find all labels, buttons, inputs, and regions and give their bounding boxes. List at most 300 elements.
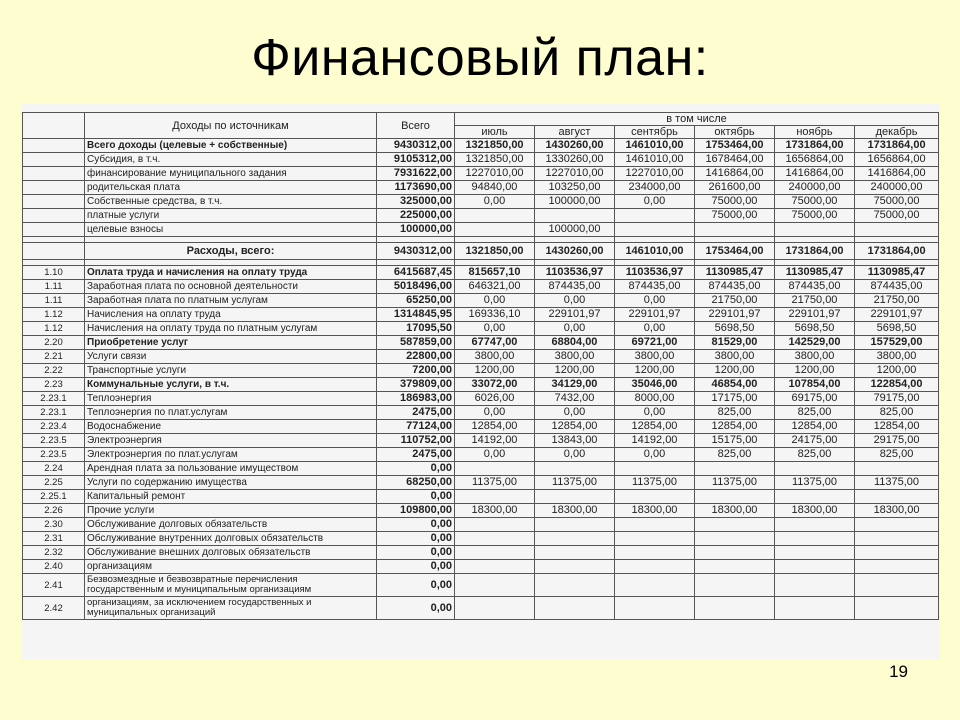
row-code: 2.22 <box>23 364 85 378</box>
row-label: Субсидия, в т.ч. <box>85 153 377 167</box>
month-value: 0,00 <box>455 448 535 462</box>
row-code: 2.41 <box>23 574 85 597</box>
row-total: 7931622,00 <box>377 167 455 181</box>
row-total: 68250,00 <box>377 476 455 490</box>
month-value <box>455 462 535 476</box>
month-value: 46854,00 <box>695 378 775 392</box>
month-value: 0,00 <box>615 448 695 462</box>
header-month: июль <box>455 126 535 139</box>
month-value: 3800,00 <box>855 350 939 364</box>
row-code: 2.40 <box>23 560 85 574</box>
row-total: 0,00 <box>377 518 455 532</box>
month-value: 1731864,00 <box>775 243 855 260</box>
month-value: 1321850,00 <box>455 243 535 260</box>
month-value: 0,00 <box>615 322 695 336</box>
month-value <box>535 597 615 620</box>
month-value <box>455 490 535 504</box>
month-value: 11375,00 <box>695 476 775 490</box>
row-label: Транспортные услуги <box>85 364 377 378</box>
month-value <box>615 560 695 574</box>
month-value <box>615 209 695 223</box>
month-value <box>455 518 535 532</box>
month-value <box>855 560 939 574</box>
month-value: 12854,00 <box>615 420 695 434</box>
month-value <box>455 546 535 560</box>
month-value: 825,00 <box>695 448 775 462</box>
income-row <box>23 167 939 181</box>
month-value: 874435,00 <box>855 280 939 294</box>
month-value: 169336,10 <box>455 308 535 322</box>
month-value: 24175,00 <box>775 434 855 448</box>
month-value: 35046,00 <box>615 378 695 392</box>
month-value: 11375,00 <box>775 476 855 490</box>
month-value <box>615 546 695 560</box>
month-value: 1227010,00 <box>455 167 535 181</box>
month-value: 1130985,47 <box>695 266 775 280</box>
month-value: 7432,00 <box>535 392 615 406</box>
month-value <box>535 518 615 532</box>
expense-row <box>23 266 939 280</box>
row-code: 1.11 <box>23 280 85 294</box>
row-code: 2.23.5 <box>23 434 85 448</box>
month-value: 14192,00 <box>615 434 695 448</box>
row-total: 22800,00 <box>377 350 455 364</box>
expense-row <box>23 560 939 574</box>
month-value: 1227010,00 <box>535 167 615 181</box>
row-total: 65250,00 <box>377 294 455 308</box>
table-cell <box>23 209 85 223</box>
row-label: организациям, за исключением государственных и муниципальных организаций <box>85 597 377 620</box>
month-value: 1200,00 <box>855 364 939 378</box>
month-value: 1461010,00 <box>615 243 695 260</box>
row-code: 2.26 <box>23 504 85 518</box>
month-value: 34129,00 <box>535 378 615 392</box>
month-value: 21750,00 <box>695 294 775 308</box>
month-value: 1200,00 <box>535 364 615 378</box>
row-label: организациям <box>85 560 377 574</box>
row-label: Коммунальные услуги, в т.ч. <box>85 378 377 392</box>
row-label: родительская плата <box>85 181 377 195</box>
month-value: 12854,00 <box>775 420 855 434</box>
month-value: 15175,00 <box>695 434 775 448</box>
month-value: 1130985,47 <box>855 266 939 280</box>
month-value: 1656864,00 <box>855 153 939 167</box>
month-value: 11375,00 <box>855 476 939 490</box>
expense-row <box>23 308 939 322</box>
month-value: 1330260,00 <box>535 153 615 167</box>
month-value <box>615 223 695 237</box>
row-label: Услуги связи <box>85 350 377 364</box>
month-value <box>775 597 855 620</box>
month-value: 1430260,00 <box>535 139 615 153</box>
month-value: 229101,97 <box>535 308 615 322</box>
slide-title: Финансовый план: <box>251 29 709 87</box>
row-label: Теплоэнергия по плат.услугам <box>85 406 377 420</box>
month-value: 1227010,00 <box>615 167 695 181</box>
month-value: 68804,00 <box>535 336 615 350</box>
row-label: Электроэнергия по плат.услугам <box>85 448 377 462</box>
month-value <box>775 462 855 476</box>
month-value: 1731864,00 <box>855 139 939 153</box>
month-value: 6026,00 <box>455 392 535 406</box>
month-value: 75000,00 <box>695 195 775 209</box>
month-value: 12854,00 <box>535 420 615 434</box>
expense-row <box>23 350 939 364</box>
month-value: 18300,00 <box>615 504 695 518</box>
month-value: 18300,00 <box>455 504 535 518</box>
income-row <box>23 153 939 167</box>
month-value: 1461010,00 <box>615 153 695 167</box>
row-total: 0,00 <box>377 560 455 574</box>
row-code: 2.42 <box>23 597 85 620</box>
row-label: Услуги по содержанию имущества <box>85 476 377 490</box>
month-value: 75000,00 <box>855 209 939 223</box>
row-total: 77124,00 <box>377 420 455 434</box>
month-value: 3800,00 <box>695 350 775 364</box>
row-total: 225000,00 <box>377 209 455 223</box>
expense-row <box>23 504 939 518</box>
row-total: 0,00 <box>377 597 455 620</box>
row-total: 1173690,00 <box>377 181 455 195</box>
table-cell <box>23 223 85 237</box>
month-value: 825,00 <box>855 448 939 462</box>
row-total: 109800,00 <box>377 504 455 518</box>
month-value: 94840,00 <box>455 181 535 195</box>
month-value: 3800,00 <box>775 350 855 364</box>
expense-row <box>23 434 939 448</box>
month-value: 11375,00 <box>535 476 615 490</box>
month-value: 18300,00 <box>535 504 615 518</box>
table-header-row <box>23 113 939 126</box>
month-value: 67747,00 <box>455 336 535 350</box>
month-value: 646321,00 <box>455 280 535 294</box>
month-value <box>695 546 775 560</box>
expenses-total-value: 9430312,00 <box>377 243 455 260</box>
month-value: 1731864,00 <box>855 243 939 260</box>
row-total: 2475,00 <box>377 406 455 420</box>
expenses-section <box>23 266 939 620</box>
row-code: 2.21 <box>23 350 85 364</box>
row-label: финансирование муниципального задания <box>85 167 377 181</box>
month-value: 21750,00 <box>775 294 855 308</box>
row-code: 2.32 <box>23 546 85 560</box>
month-value <box>535 574 615 597</box>
month-value: 122854,00 <box>855 378 939 392</box>
month-value <box>855 597 939 620</box>
month-value <box>855 490 939 504</box>
month-value: 261600,00 <box>695 181 775 195</box>
month-value: 0,00 <box>455 322 535 336</box>
header-group-label: в том числе <box>455 113 939 126</box>
month-value: 13843,00 <box>535 434 615 448</box>
month-value: 0,00 <box>535 448 615 462</box>
expenses-total-label: Расходы, всего: <box>85 243 377 260</box>
row-total: 186983,00 <box>377 392 455 406</box>
row-label: Приобретение услуг <box>85 336 377 350</box>
month-value: 229101,97 <box>855 308 939 322</box>
row-total: 110752,00 <box>377 434 455 448</box>
month-value: 1103536,97 <box>615 266 695 280</box>
header-month: сентябрь <box>615 126 695 139</box>
month-value: 5698,50 <box>695 322 775 336</box>
month-value: 1200,00 <box>615 364 695 378</box>
expense-row <box>23 476 939 490</box>
month-value <box>775 518 855 532</box>
month-value: 229101,97 <box>615 308 695 322</box>
header-income-label: Доходы по источникам <box>85 113 377 139</box>
month-value <box>455 209 535 223</box>
month-value: 874435,00 <box>535 280 615 294</box>
month-value: 79175,00 <box>855 392 939 406</box>
income-row <box>23 209 939 223</box>
slide-number: 19 <box>889 662 908 681</box>
expense-row <box>23 294 939 308</box>
month-value <box>855 462 939 476</box>
month-value <box>775 560 855 574</box>
month-value: 1200,00 <box>775 364 855 378</box>
month-value: 11375,00 <box>455 476 535 490</box>
row-total: 2475,00 <box>377 448 455 462</box>
month-value <box>615 597 695 620</box>
expense-row <box>23 336 939 350</box>
table-cell <box>23 195 85 209</box>
month-value: 1321850,00 <box>455 139 535 153</box>
row-total: 17095,50 <box>377 322 455 336</box>
expense-row <box>23 597 939 620</box>
row-total: 0,00 <box>377 462 455 476</box>
row-label: Капитальный ремонт <box>85 490 377 504</box>
month-value: 825,00 <box>775 406 855 420</box>
expense-row <box>23 322 939 336</box>
month-value <box>695 462 775 476</box>
month-value: 18300,00 <box>695 504 775 518</box>
month-value <box>695 518 775 532</box>
income-row <box>23 223 939 237</box>
row-label: Обслуживание долговых обязательств <box>85 518 377 532</box>
month-value: 3800,00 <box>455 350 535 364</box>
month-value: 1103536,97 <box>535 266 615 280</box>
month-value <box>775 532 855 546</box>
month-value: 100000,00 <box>535 223 615 237</box>
row-total: 379809,00 <box>377 378 455 392</box>
month-value: 103250,00 <box>535 181 615 195</box>
row-label: целевые взносы <box>85 223 377 237</box>
row-code: 2.20 <box>23 336 85 350</box>
month-value <box>615 490 695 504</box>
month-value: 75000,00 <box>775 195 855 209</box>
row-total: 9430312,00 <box>377 139 455 153</box>
expense-row <box>23 378 939 392</box>
row-label: Начисления на оплату труда <box>85 308 377 322</box>
header-total-label: Всего <box>377 113 455 139</box>
row-total: 9105312,00 <box>377 153 455 167</box>
expense-row <box>23 462 939 476</box>
month-value <box>775 490 855 504</box>
row-label: Электроэнергия <box>85 434 377 448</box>
row-code: 1.12 <box>23 322 85 336</box>
month-value: 1416864,00 <box>855 167 939 181</box>
month-value: 229101,97 <box>775 308 855 322</box>
month-value: 33072,00 <box>455 378 535 392</box>
expense-row <box>23 364 939 378</box>
month-value: 12854,00 <box>855 420 939 434</box>
month-value: 3800,00 <box>615 350 695 364</box>
table-cell <box>23 139 85 153</box>
month-value <box>535 462 615 476</box>
month-value: 825,00 <box>775 448 855 462</box>
row-label: Прочие услуги <box>85 504 377 518</box>
month-value: 107854,00 <box>775 378 855 392</box>
month-value <box>855 546 939 560</box>
expense-row <box>23 518 939 532</box>
row-label: Водоснабжение <box>85 420 377 434</box>
row-label: Начисления на оплату труда по платным услугам <box>85 322 377 336</box>
row-code: 1.10 <box>23 266 85 280</box>
month-value <box>695 597 775 620</box>
row-label: Обслуживание внешних долговых обязательств <box>85 546 377 560</box>
month-value <box>695 223 775 237</box>
month-value: 874435,00 <box>615 280 695 294</box>
row-total: 6415687,45 <box>377 266 455 280</box>
row-label: Теплоэнергия <box>85 392 377 406</box>
income-row <box>23 181 939 195</box>
row-label: Собственные средства, в т.ч. <box>85 195 377 209</box>
row-code: 2.23.1 <box>23 406 85 420</box>
month-value: 81529,00 <box>695 336 775 350</box>
month-value: 0,00 <box>455 195 535 209</box>
month-value <box>775 546 855 560</box>
month-value <box>855 574 939 597</box>
expense-row <box>23 448 939 462</box>
income-section <box>23 139 939 237</box>
row-code: 2.30 <box>23 518 85 532</box>
row-total: 0,00 <box>377 532 455 546</box>
row-label: Заработная плата по платным услугам <box>85 294 377 308</box>
month-value: 240000,00 <box>855 181 939 195</box>
row-label: Всего доходы (целевые + собственные) <box>85 139 377 153</box>
month-value <box>455 597 535 620</box>
month-value: 874435,00 <box>695 280 775 294</box>
header-month: декабрь <box>855 126 939 139</box>
month-value <box>855 518 939 532</box>
month-value: 12854,00 <box>455 420 535 434</box>
month-value <box>615 574 695 597</box>
month-value: 29175,00 <box>855 434 939 448</box>
month-value <box>695 574 775 597</box>
expense-row <box>23 406 939 420</box>
expense-row <box>23 490 939 504</box>
expenses-total-row <box>23 243 939 260</box>
month-value: 234000,00 <box>615 181 695 195</box>
month-value: 75000,00 <box>855 195 939 209</box>
month-value: 0,00 <box>615 294 695 308</box>
month-value: 69721,00 <box>615 336 695 350</box>
financial-plan-scan <box>22 104 940 659</box>
month-value: 157529,00 <box>855 336 939 350</box>
row-code: 2.24 <box>23 462 85 476</box>
month-value: 0,00 <box>535 406 615 420</box>
financial-plan-table <box>22 112 939 620</box>
month-value <box>615 518 695 532</box>
month-value <box>535 546 615 560</box>
table-cell <box>23 243 85 260</box>
month-value <box>535 209 615 223</box>
header-code-cell <box>23 113 85 139</box>
row-label: Обслуживание внутренних долговых обязательств <box>85 532 377 546</box>
month-value: 8000,00 <box>615 392 695 406</box>
row-code: 2.31 <box>23 532 85 546</box>
month-value <box>855 223 939 237</box>
month-value <box>535 532 615 546</box>
month-value: 3800,00 <box>535 350 615 364</box>
expense-row <box>23 546 939 560</box>
month-value: 0,00 <box>455 406 535 420</box>
row-code: 2.23.5 <box>23 448 85 462</box>
month-value: 18300,00 <box>775 504 855 518</box>
month-value <box>775 574 855 597</box>
expense-row <box>23 420 939 434</box>
month-value: 1130985,47 <box>775 266 855 280</box>
row-label: Безвозмездные и безвозвратные перечисления государственным и муниципальным организациям <box>85 574 377 597</box>
row-total: 325000,00 <box>377 195 455 209</box>
month-value: 1656864,00 <box>775 153 855 167</box>
month-value: 21750,00 <box>855 294 939 308</box>
row-label: Оплата труда и начисления на оплату труда <box>85 266 377 280</box>
month-value <box>615 462 695 476</box>
header-month: октябрь <box>695 126 775 139</box>
month-value <box>695 560 775 574</box>
month-value: 1461010,00 <box>615 139 695 153</box>
month-value: 1416864,00 <box>775 167 855 181</box>
income-row <box>23 195 939 209</box>
month-value: 5698,50 <box>855 322 939 336</box>
month-value: 0,00 <box>615 406 695 420</box>
row-total: 0,00 <box>377 546 455 560</box>
month-value <box>695 490 775 504</box>
month-value: 1200,00 <box>455 364 535 378</box>
month-value: 142529,00 <box>775 336 855 350</box>
month-value <box>695 532 775 546</box>
expense-row <box>23 280 939 294</box>
month-value: 240000,00 <box>775 181 855 195</box>
month-value: 5698,50 <box>775 322 855 336</box>
row-total: 0,00 <box>377 490 455 504</box>
month-value: 100000,00 <box>535 195 615 209</box>
month-value: 1731864,00 <box>775 139 855 153</box>
header-month: ноябрь <box>775 126 855 139</box>
month-value <box>455 574 535 597</box>
row-total: 1314845,95 <box>377 308 455 322</box>
month-value: 0,00 <box>535 322 615 336</box>
row-total: 5018496,00 <box>377 280 455 294</box>
income-row <box>23 139 939 153</box>
row-total: 7200,00 <box>377 364 455 378</box>
row-label: Заработная плата по основной деятельности <box>85 280 377 294</box>
month-value: 14192,00 <box>455 434 535 448</box>
month-value: 1753464,00 <box>695 139 775 153</box>
month-value <box>855 532 939 546</box>
row-label: платные услуги <box>85 209 377 223</box>
table-cell <box>23 181 85 195</box>
month-value <box>615 532 695 546</box>
row-label: Арендная плата за пользование имуществом <box>85 462 377 476</box>
row-code: 2.23.4 <box>23 420 85 434</box>
month-value: 1321850,00 <box>455 153 535 167</box>
expenses-total-section <box>23 237 939 266</box>
month-value: 11375,00 <box>615 476 695 490</box>
month-value: 12854,00 <box>695 420 775 434</box>
row-code: 2.25.1 <box>23 490 85 504</box>
